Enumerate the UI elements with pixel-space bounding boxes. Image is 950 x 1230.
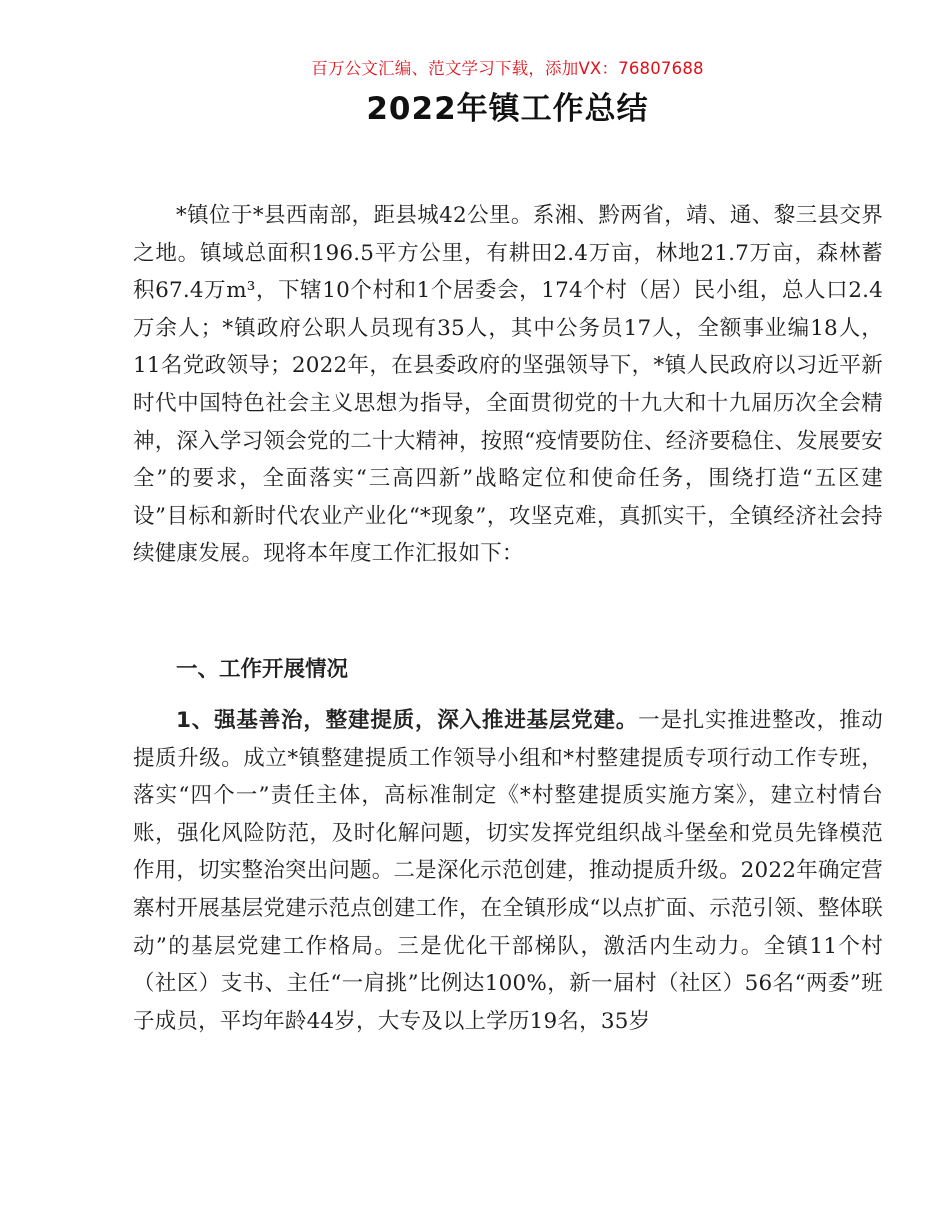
page-title: 2022年镇工作总结 xyxy=(366,91,649,127)
watermark-text: 百万公文汇编、范文学习下载，添加VX：76807688 xyxy=(311,59,704,78)
section-1-lead: 1、强基善治，整建提质，深入推进基层党建。 xyxy=(176,708,639,733)
section-heading: 一、工作开展情况 xyxy=(176,657,349,682)
intro-paragraph: *镇位于*县西南部，距县城42公里。系湘、黔两省，靖、通、黎三县交界之地。镇域总面积196.5平方公里，有耕田2.4万亩，林地21.7万亩，森林蓄积67.4万m³，下辖10个村和1个居委会，174个村（居）民小组，总人口2.4万余人；*镇政府公职人员现有35人，其中公务员17人，全额事业编18人，11名党政领导；2022年，在县委政府的坚强领导下，*镇人民政府以习近平新时代中国特色社会主义思想为指导，全面贯彻党的十九大和十九届历次全会精神，深入学习领会党的二十大精神，按照“疫情要防住、经济要稳住、发展要安全”的要求，全面落实“三高四新”战略定位和使命任务，围绕打造“五区建设”目标和新时代农业产业化“*现象”，攻坚克难，真抓实干，全镇经济社会持续健康发展。现将本年度工作汇报如下： xyxy=(133,203,883,567)
section-1-text: 一是扎实推进整改，推动提质升级。成立*镇整建提质工作领导小组和*村整建提质专项行动工作专班，落实“四个一”责任主体，高标准制定《*村整建提质实施方案》，建立村情台账，强化风险防范，及时化解问题，切实发挥党组织战斗堡垒和党员先锋模范作用，切实整治突出问题。二是深化示范创建，推动提质升级。2022年确定营寨村开展基层党建示范点创建工作，在全镇形成“以点扩面、示范引领、整体联动”的基层党建工作格局。三是优化干部梯队，激活内生动力。全镇11个村（社区）支书、主任“一肩挑”比例达100%，新一届村（社区）56名“两委”班子成员，平均年龄44岁，大专及以上学历19名，35岁 xyxy=(133,708,883,1034)
section-1-paragraph xyxy=(133,702,883,1040)
